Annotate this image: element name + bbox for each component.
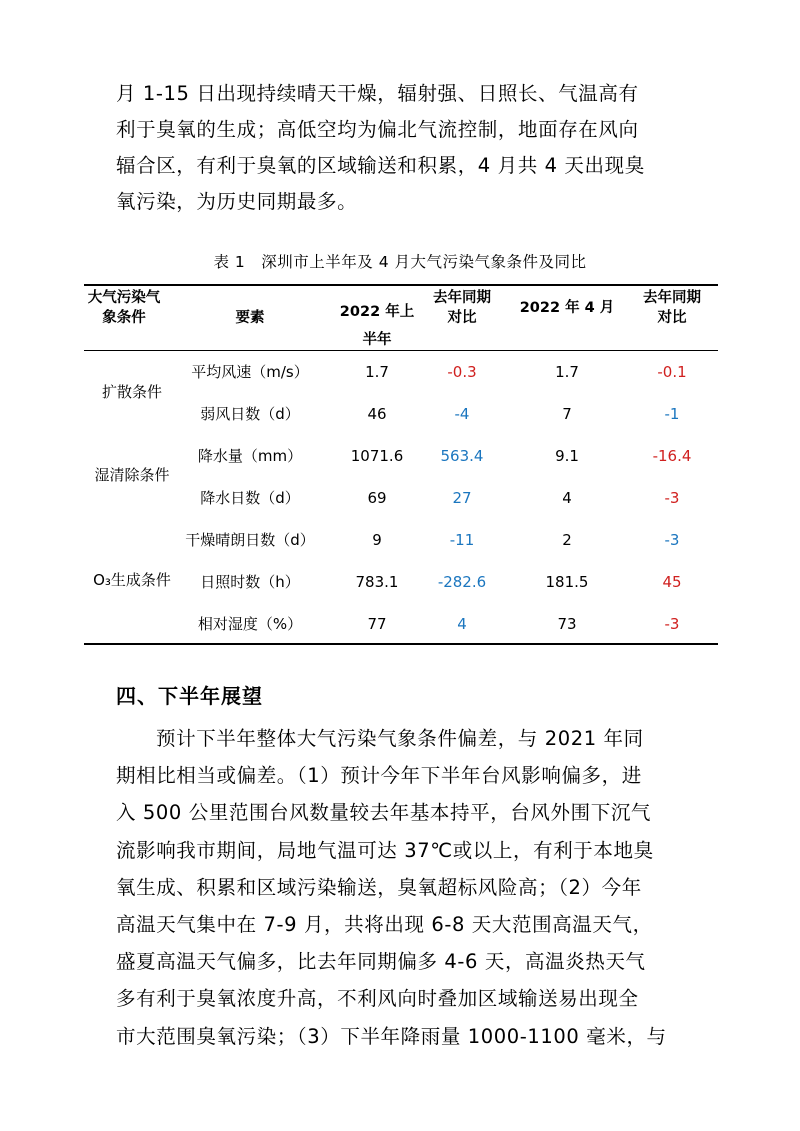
outlook-paragraph [116,720,686,1055]
value-april: 2 [562,531,572,549]
compare-h1: -0.3 [447,363,477,381]
element-name: 弱风日数（d） [200,405,300,423]
compare-april: 45 [662,573,682,591]
text-line: 辐合区，有利于臭氧的区域输送和积累，4 月共 4 天出现臭 [116,154,645,177]
table-top-rule [84,284,718,286]
element-name: 相对湿度（%） [197,615,303,633]
value-april: 1.7 [555,363,579,381]
header-condition: 大气污染气 象条件 [87,290,161,326]
text-line: 氧生成、积累和区域污染输送，臭氧超标风险高；（2）今年 [116,875,642,899]
value-april: 4 [562,489,572,507]
meteorology-table [84,284,718,644]
compare-april: -3 [664,615,680,633]
compare-h1: -282.6 [437,573,487,591]
text-line: 高温天气集中在 7-9 月，共将出现 6-8 天大范围高温天气， [116,913,653,937]
value-h1: 783.1 [355,573,399,591]
value-april: 7 [562,405,572,423]
value-april: 9.1 [555,447,579,465]
compare-h1: -11 [449,531,475,549]
text-line: 多有利于臭氧浓度升高，不利风向时叠加区域输送易出现全 [116,987,639,1011]
value-april: 181.5 [545,573,589,591]
compare-april: -0.1 [657,363,687,381]
element-name: 降水量（mm） [197,447,303,465]
group-wet-scavenging: 湿清除条件 [94,466,170,484]
compare-h1: 563.4 [440,447,484,465]
compare-h1: -4 [454,405,470,423]
table-bottom-rule [84,643,718,645]
value-h1: 1071.6 [350,447,404,465]
text-line: 月 1-15 日出现持续晴天干燥，辐射强、日照长、气温高有 [116,82,639,105]
table-caption: 表 1 深圳市上半年及 4 月大气污染气象条件及同比 [213,253,587,271]
section-heading: 四、下半年展望 [116,684,263,708]
compare-h1: 27 [452,489,472,507]
element-name: 降水日数（d） [200,489,300,507]
text-line: 流影响我市期间，局地气温可达 37℃或以上，有利于本地臭 [116,838,654,862]
element-name: 日照时数（h） [200,573,300,591]
text-line: 氧污染，为历史同期最多。 [116,190,358,213]
group-diffusion: 扩散条件 [101,383,162,401]
header-element: 要素 [235,310,265,326]
header-h1-2022: 2022 年上 半年 [339,304,415,348]
header-april-compare: 去年同期 对比 [643,290,701,326]
text-line: 盛夏高温天气偏多，比去年同期偏多 4-6 天，高温炎热天气 [116,950,646,974]
value-h1: 9 [372,531,382,549]
compare-h1: 4 [457,615,467,633]
compare-april: -1 [664,405,680,423]
value-h1: 77 [367,615,387,633]
compare-april: -3 [664,489,680,507]
intro-paragraph [116,76,686,220]
text-line: 利于臭氧的生成；高低空均为偏北气流控制，地面存在风向 [116,118,639,141]
header-h1-compare: 去年同期 对比 [433,290,491,326]
text-line: 期相比相当或偏差。（1）预计今年下半年台风影响偏多，进 [116,764,642,788]
value-h1: 46 [367,405,387,423]
value-april: 73 [557,615,577,633]
group-o3-formation: O₃生成条件 [93,571,171,589]
compare-april: -16.4 [652,447,692,465]
element-name: 干燥晴朗日数（d） [185,531,315,549]
element-name: 平均风速（m/s） [191,363,309,381]
text-line: 入 500 公里范围台风数量较去年基本持平，台风外围下沉气 [116,801,652,825]
header-april-2022: 2022 年 4 月 [519,300,615,316]
text-line: 预计下半年整体大气污染气象条件偏差，与 2021 年同 [156,727,644,750]
text-line: 市大范围臭氧污染；（3）下半年降雨量 1000-1100 毫米，与 [116,1024,667,1048]
value-h1: 1.7 [365,363,389,381]
value-h1: 69 [367,489,387,507]
compare-april: -3 [664,531,680,549]
